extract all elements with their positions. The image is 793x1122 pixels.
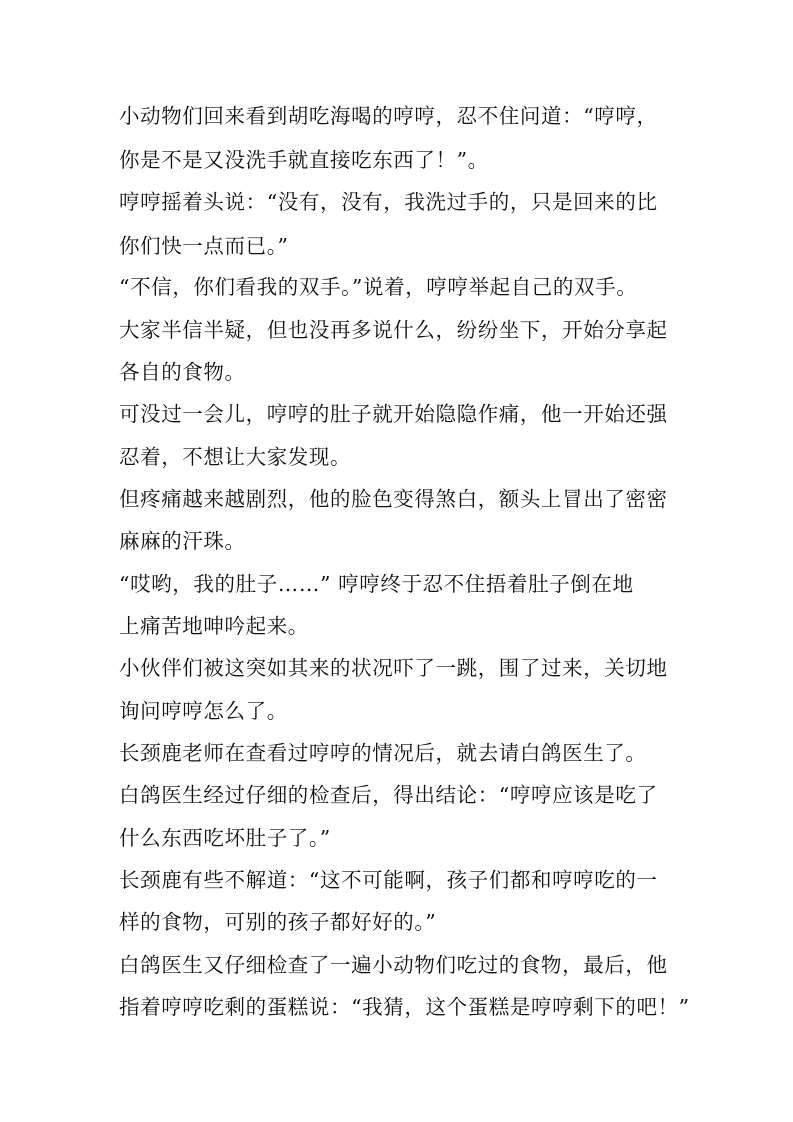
text-line: 小伙伴们被这突如其来的状况吓了一跳，围了过来，关切地 xyxy=(119,656,668,680)
text-line: 但疼痛越来越剧烈，他的脸色变得煞白，额头上冒出了密密 xyxy=(119,487,668,511)
text-line: 忍着，不想让大家发现。 xyxy=(119,445,352,469)
text-line: 你们快一点而已。” xyxy=(119,234,289,258)
text-line: “哎哟，我的肚子……” 哼哼终于忍不住捂着肚子倒在地 xyxy=(119,572,634,596)
text-line: 询问哼哼怎么了。 xyxy=(119,699,288,723)
text-line: 什么东西吃坏肚子了。” xyxy=(119,826,331,850)
text-line: 指着哼哼吃剩的蛋糕说：“我猜，这个蛋糕是哼哼剩下的吧！” xyxy=(119,995,690,1019)
text-line: 哼哼摇着头说：“没有，没有，我洗过手的，只是回来的比 xyxy=(119,190,658,214)
text-line: 长颈鹿老师在查看过哼哼的情况后，就去请白鸽医生了。 xyxy=(119,741,647,765)
text-line: 大家半信半疑，但也没再多说什么，纷纷坐下，开始分享起 xyxy=(119,318,668,342)
text-line: 白鸽医生又仔细检查了一遍小动物们吃过的食物，最后，他 xyxy=(119,953,668,977)
text-line: 各自的食物。 xyxy=(119,360,246,384)
text-line: 长颈鹿有些不解道：“这不可能啊，孩子们都和哼哼吃的一 xyxy=(119,868,658,892)
text-line: 白鸽医生经过仔细的检查后，得出结论：“哼哼应该是吃了 xyxy=(119,783,658,807)
text-line: 上痛苦地呻吟起来。 xyxy=(119,614,309,638)
text-line: 小动物们回来看到胡吃海喝的哼哼，忍不住问道：“哼哼， xyxy=(119,104,658,128)
text-line: “不信，你们看我的双手。”说着，哼哼举起自己的双手。 xyxy=(119,275,638,299)
text-line: 你是不是又没洗手就直接吃东西了！”。 xyxy=(119,148,489,172)
text-line: 可没过一会儿，哼哼的肚子就开始隐隐作痛，他一开始还强 xyxy=(119,402,668,426)
text-line: 麻麻的汗珠。 xyxy=(119,529,246,553)
text-line: 样的食物，可别的孩子都好好的。” xyxy=(119,910,437,934)
